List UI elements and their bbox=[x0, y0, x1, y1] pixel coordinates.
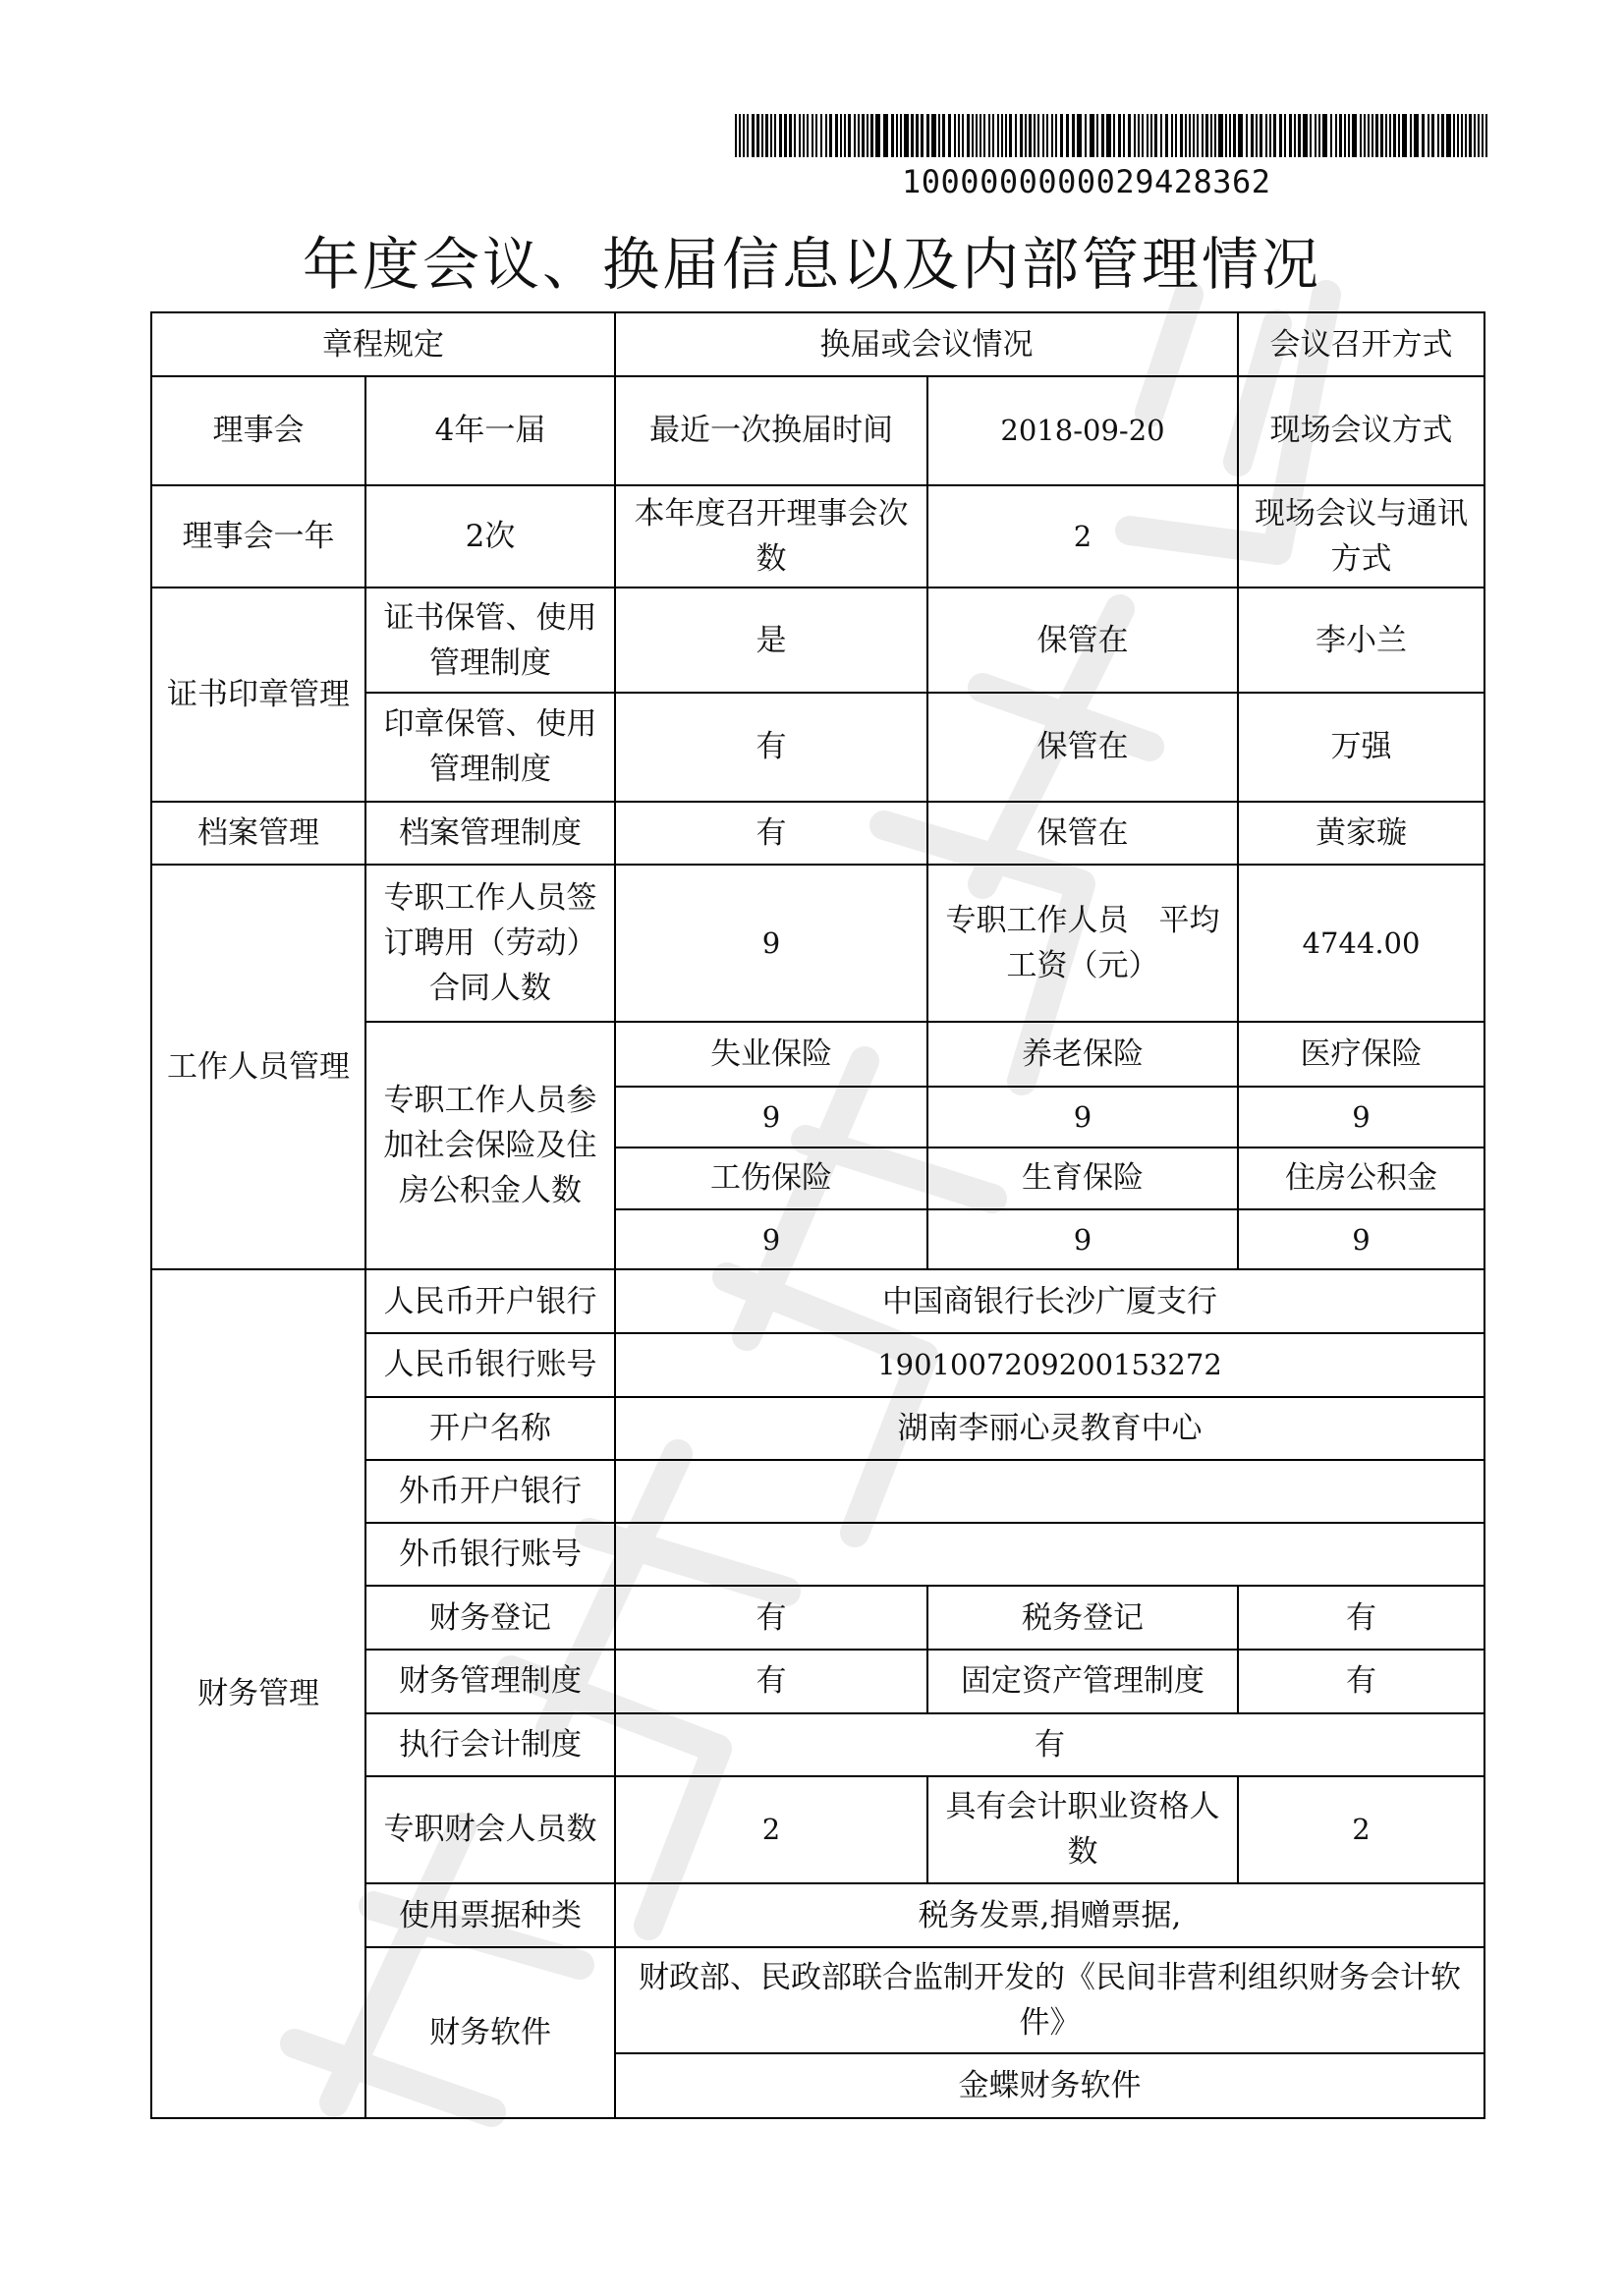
tax-reg-label: 税务登记 bbox=[927, 1586, 1238, 1650]
council-term: 4年一届 bbox=[365, 376, 615, 484]
fx-account bbox=[615, 1523, 1484, 1586]
software-item: 金蝶财务软件 bbox=[615, 2053, 1484, 2118]
invoice-types-label: 使用票据种类 bbox=[365, 1883, 615, 1947]
fx-account-label: 外币银行账号 bbox=[365, 1523, 615, 1586]
council-count: 2 bbox=[927, 485, 1238, 588]
archive-system-label: 档案管理制度 bbox=[365, 802, 615, 865]
financial-reg: 有 bbox=[615, 1586, 927, 1650]
barcode-number: 1000000000029428362 bbox=[902, 163, 1271, 200]
rmb-account: 1901007209200153272 bbox=[615, 1333, 1484, 1396]
asset-system-label: 固定资产管理制度 bbox=[927, 1650, 1238, 1712]
insurance-name: 失业保险 bbox=[615, 1022, 927, 1086]
qualified: 2 bbox=[1238, 1776, 1484, 1883]
software-label: 财务软件 bbox=[365, 1947, 615, 2118]
certificate-system-label: 证书保管、使用管理制度 bbox=[365, 588, 615, 693]
seal-management-label: 证书印章管理 bbox=[151, 588, 365, 802]
seal-system-label: 印章保管、使用管理制度 bbox=[365, 693, 615, 801]
rmb-bank: 中国商银行长沙广厦支行 bbox=[615, 1269, 1484, 1333]
rmb-bank-label: 人民币开户银行 bbox=[365, 1269, 615, 1333]
insurance-name: 养老保险 bbox=[927, 1022, 1238, 1086]
council-yearly-method: 现场会议与通讯方式 bbox=[1238, 485, 1484, 588]
staff-management-label: 工作人员管理 bbox=[151, 865, 365, 1269]
finance-label: 财务管理 bbox=[151, 1269, 365, 2118]
salary-label: 专职工作人员 平均工资（元） bbox=[927, 865, 1238, 1023]
tax-reg: 有 bbox=[1238, 1586, 1484, 1650]
insurance-name: 医疗保险 bbox=[1238, 1022, 1484, 1086]
seal-keeper: 万强 bbox=[1238, 693, 1484, 801]
fx-bank bbox=[615, 1460, 1484, 1523]
contract-count: 9 bbox=[615, 865, 927, 1023]
fin-staff: 2 bbox=[615, 1776, 927, 1883]
seal-system-value: 有 bbox=[615, 693, 927, 801]
account-name: 湖南李丽心灵教育中心 bbox=[615, 1397, 1484, 1460]
insurance-name: 住房公积金 bbox=[1238, 1148, 1484, 1209]
fin-staff-label: 专职财会人员数 bbox=[365, 1776, 615, 1883]
invoice-types: 税务发票,捐赠票据, bbox=[615, 1883, 1484, 1947]
accounting-system: 有 bbox=[615, 1713, 1484, 1776]
insurance-count: 9 bbox=[615, 1087, 927, 1148]
council-method: 现场会议方式 bbox=[1238, 376, 1484, 484]
financial-reg-label: 财务登记 bbox=[365, 1586, 615, 1650]
council-row bbox=[151, 376, 1484, 484]
header-election: 换届或会议情况 bbox=[615, 312, 1238, 376]
insurance-label: 专职工作人员参加社会保险及住房公积金人数 bbox=[365, 1022, 615, 1269]
insurance-count: 9 bbox=[1238, 1209, 1484, 1269]
fin-system-label: 财务管理制度 bbox=[365, 1650, 615, 1712]
fx-bank-label: 外币开户银行 bbox=[365, 1460, 615, 1523]
contract-row bbox=[151, 865, 1484, 1023]
insurance-name: 工伤保险 bbox=[615, 1148, 927, 1209]
certificate-keeper-label: 保管在 bbox=[927, 588, 1238, 693]
certificate-row bbox=[151, 588, 1484, 693]
insurance-count: 9 bbox=[927, 1087, 1238, 1148]
header-method: 会议召开方式 bbox=[1238, 312, 1484, 376]
page-title: 年度会议、换届信息以及内部管理情况 bbox=[302, 231, 1321, 298]
latest-election-label: 最近一次换届时间 bbox=[615, 376, 927, 484]
info-table bbox=[150, 311, 1485, 2119]
archive-keeper-label: 保管在 bbox=[927, 802, 1238, 865]
latest-election-date: 2018-09-20 bbox=[927, 376, 1238, 484]
certificate-keeper: 李小兰 bbox=[1238, 588, 1484, 693]
insurance-count: 9 bbox=[615, 1209, 927, 1269]
salary-value: 4744.00 bbox=[1238, 865, 1484, 1023]
council-label: 理事会 bbox=[151, 376, 365, 484]
council-yearly-label: 理事会一年 bbox=[151, 485, 365, 588]
contract-label: 专职工作人员签订聘用（劳动）合同人数 bbox=[365, 865, 615, 1023]
rmb-bank-row bbox=[151, 1269, 1484, 1333]
header-charter: 章程规定 bbox=[151, 312, 615, 376]
archive-keeper: 黄家璇 bbox=[1238, 802, 1484, 865]
barcode bbox=[735, 114, 1489, 157]
council-yearly-row bbox=[151, 485, 1484, 588]
archive-row bbox=[151, 802, 1484, 865]
fin-system: 有 bbox=[615, 1650, 927, 1712]
header-row bbox=[151, 312, 1484, 376]
archive-label: 档案管理 bbox=[151, 802, 365, 865]
insurance-count: 9 bbox=[927, 1209, 1238, 1269]
council-yearly-times: 2次 bbox=[365, 485, 615, 588]
insurance-name: 生育保险 bbox=[927, 1148, 1238, 1209]
accounting-system-label: 执行会计制度 bbox=[365, 1713, 615, 1776]
certificate-system-value: 是 bbox=[615, 588, 927, 693]
asset-system: 有 bbox=[1238, 1650, 1484, 1712]
account-name-label: 开户名称 bbox=[365, 1397, 615, 1460]
seal-keeper-label: 保管在 bbox=[927, 693, 1238, 801]
council-count-label: 本年度召开理事会次数 bbox=[615, 485, 927, 588]
archive-value: 有 bbox=[615, 802, 927, 865]
qualified-label: 具有会计职业资格人数 bbox=[927, 1776, 1238, 1883]
insurance-count: 9 bbox=[1238, 1087, 1484, 1148]
rmb-account-label: 人民币银行账号 bbox=[365, 1333, 615, 1396]
software-item: 财政部、民政部联合监制开发的《民间非营利组织财务会计软件》 bbox=[615, 1947, 1484, 2052]
